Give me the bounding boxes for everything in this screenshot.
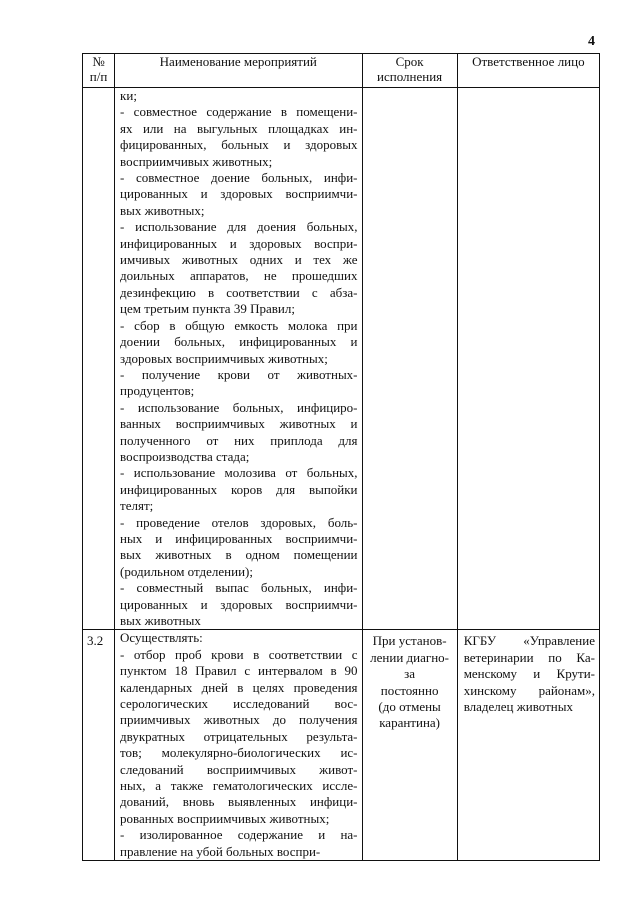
header-name [115,54,362,88]
row-responsible [457,630,599,861]
text-line: владелец животных [463,699,573,715]
text-line: инфицированных и здоровых воспри- [120,235,358,251]
text-line: восприимчивых животных; [120,153,273,169]
row-name [115,88,362,630]
text-line: двукратных отрицательных результа- [120,728,358,744]
text-line: ях или на выгульных площадках ин- [120,120,358,136]
text-line: - совместный выпас больных, инфи- [120,580,358,596]
text-line: цированных и здоровых восприимчи- [120,596,358,612]
table-row [83,88,600,630]
header-term [362,54,457,88]
text-line: серологических исследований вос- [120,696,358,712]
text-line: ванных восприимчивых животных и [120,416,358,432]
row-term [362,88,457,630]
text-line: полученного от них приплода для [120,432,358,448]
text-line: - совместное содержание в помещени- [120,104,358,120]
text-line: КГБУ «Управление [463,633,595,649]
header-num-line: № [92,54,105,69]
row-term [362,630,457,861]
text-line: - использование больных, инфициро- [120,399,358,415]
text-line: ки; [120,88,137,103]
text-line: за [404,666,416,682]
text-line: (родильном отделении); [120,563,253,579]
text-line: менскому и Крути- [463,666,595,682]
text-line: - изолированное содержание и на- [120,827,358,843]
text-line: лении диагно- [370,649,450,665]
text-line: телят; [120,498,154,514]
row-responsible [457,88,599,630]
text-line: При установ- [372,633,447,649]
text-line: имчивых животных одних и тех же [120,252,358,268]
text-line: доении больных, инфицированных и [120,334,358,350]
table-header-row [83,54,600,88]
text-line: карантина) [379,715,440,731]
text-line: - использование для доения больных, [120,219,358,235]
text-line: ных и инфицированных восприимчи- [120,530,358,546]
header-num-line: п/п [89,69,108,84]
text-line: цированных и здоровых восприимчи- [120,186,358,202]
row-num [83,88,115,630]
table-row [83,630,600,861]
page-number: 4 [588,34,595,49]
text-line: - проведение отелов здоровых, боль- [120,514,358,530]
text-line: воспроизводства стада; [120,448,250,464]
header-term-line: Срок [395,54,424,69]
text-line: календарных дней в целях проведения [120,679,358,695]
text-line: инфицированных коров для выпойки [120,481,358,497]
text-line: продуцентов; [120,383,195,399]
text-line: здоровых восприимчивых животных; [120,350,328,366]
text-line: вых животных [120,613,201,628]
text-line: (до отмены [378,699,441,715]
header-responsible [457,54,599,88]
header-responsible-line: Ответственное лицо [472,54,585,69]
text-line: рованных восприимчивых животных; [120,810,330,826]
text-line: дований, вновь выявленных инфици- [120,794,358,810]
text-line: тов; молекулярно-биологических ис- [120,745,358,761]
header-num [83,54,115,88]
text-line: ветеринарии по Ка- [463,649,595,665]
text-line: - совместное доение больных, инфи- [120,170,358,186]
text-line: хинскому районам», [463,682,595,698]
text-line: Осуществлять: [120,630,203,646]
text-line: - использование молозива от больных, [120,465,358,481]
row-num: 3.2 [83,630,115,861]
text-line: вых животных; [120,202,205,218]
text-line: пунктом 18 Правил с интервалом в 90 [120,663,358,679]
text-line: правление на убой больных воспри- [120,843,321,859]
header-term-line: исполнения [377,69,443,84]
text-line: вых животных в одном помещении [120,547,358,563]
text-line: следований восприимчивых живот- [120,761,358,777]
measures-table [82,53,600,861]
text-line: - отбор проб крови в соответствии с [120,646,358,662]
text-line: ных, а также гематологических иссле- [120,778,358,794]
text-line: - сбор в общую емкость молока при [120,317,358,333]
text-line: фицированных, больных и здоровых [120,137,358,153]
header-name-line: Наименование мероприятий [159,54,317,69]
text-line: постоянно [380,682,439,698]
text-line: доильных аппаратов, не прошедших [120,268,358,284]
text-line: цем третьим пункта 39 Правил; [120,301,295,317]
text-line: приимчивых животных до получения [120,712,358,728]
text-line: - получение крови от животных- [120,366,358,382]
row-name [115,630,362,861]
text-line: дезинфекцию в соответствии с абза- [120,284,358,300]
